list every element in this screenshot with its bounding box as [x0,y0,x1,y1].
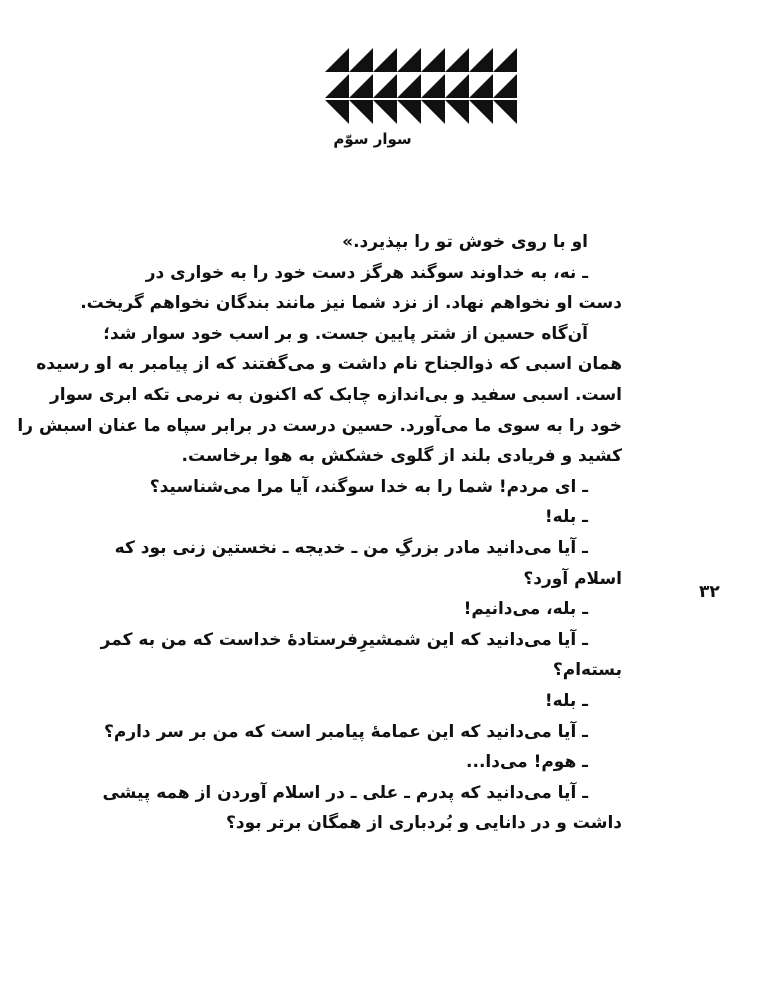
text-line: همان اسبی که ذوالجناح نام داشت و می‌گفتند که از پیامبر به او رسیده [36,354,622,375]
text-line: ـ آیا می‌دانید که پدرم ـ علی ـ در اسلام آوردن از همه پیشی [102,782,588,803]
text-line: خود را به سوی ما می‌آورد. حسین درست در برابر سپاه ما عنان اسبش را [17,415,622,436]
text-line: ـ ای مردم! شما را به خدا سوگند، آیا مرا می‌شناسید؟ [149,476,588,497]
triangle-ornament [325,48,519,124]
text-line: بسته‌ام؟ [552,660,622,681]
text-line: اسلام آورد؟ [523,568,622,589]
text-line: ـ بله! [544,507,588,528]
chapter-title: سوار سوّم [333,130,412,148]
text-line: آن‌گاه حسین از شتر پایین جست. و بر اسب خود سوار شد؛ [103,323,588,344]
page-number: ۳۲ [699,582,720,602]
text-line: ـ آیا می‌دانید مادر بزرگِ من ـ خدیجه ـ نخستین زنی بود که [114,537,588,558]
text-line: ـ هوم! می‌دا... [466,752,588,773]
text-line: کشید و فریادی بلند از گلوی خشکش به هوا برخاست. [181,446,622,467]
text-line: ـ بله، می‌دانیم! [463,599,588,620]
text-line: دست او نخواهم نهاد. از نزد شما نیز مانند بندگان نخواهم گریخت. [80,293,622,314]
text-line: او با روی خوش تو را بپذیرد.» [342,232,588,252]
text-line: ـ آیا می‌دانید که این شمشیرِفرستادهٔ خداست که من به کمر [100,629,588,650]
text-line: ـ نه، به خداوند سوگند هرگز دست خود را به خواری در [145,262,588,283]
text-line: ـ بله! [544,690,588,711]
text-line: ـ آیا می‌دانید که این عمامهٔ پیامبر است که من بر سر دارم؟ [104,721,588,742]
body-text [17,227,622,839]
text-line: داشت و در دانایی و بُردباری از همگان برتر بود؟ [225,813,622,834]
text-line: است. اسبی سفید و بی‌اندازه چابک که اکنون به نرمی تکه ابری سوار [50,384,622,405]
